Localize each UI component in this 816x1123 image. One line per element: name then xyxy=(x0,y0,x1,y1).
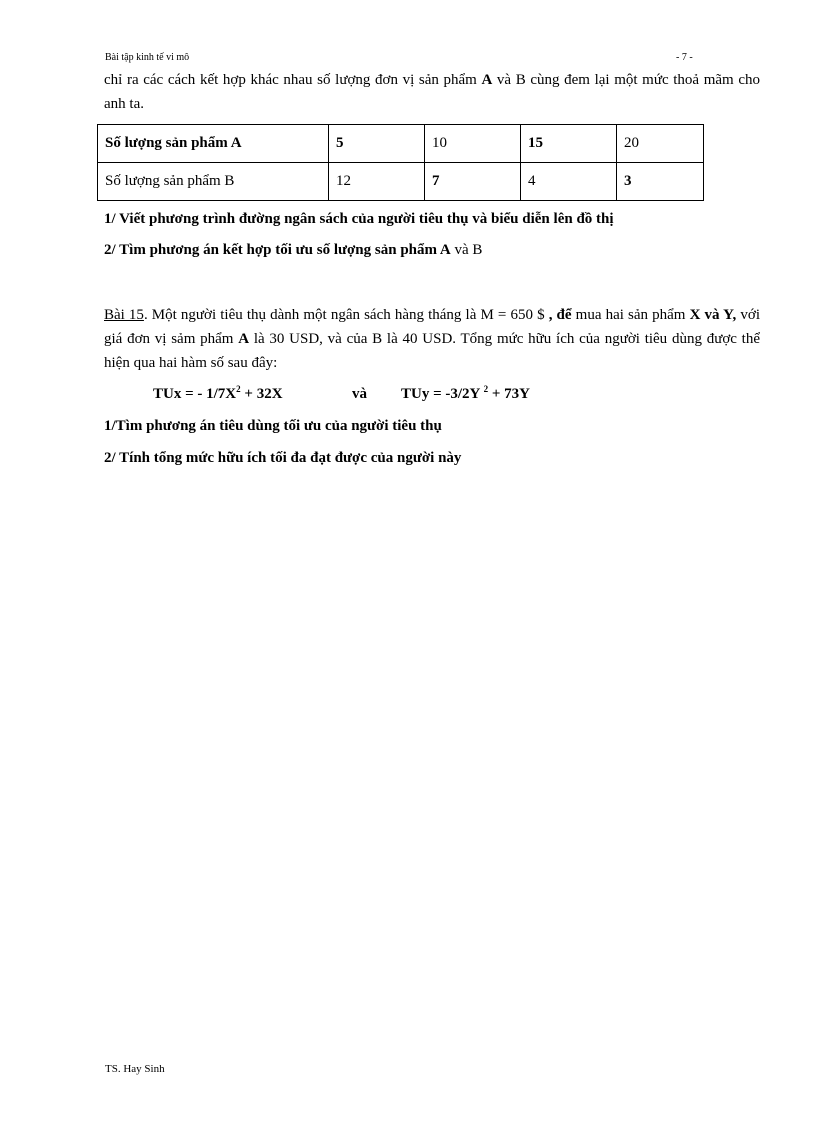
formula-tux-exp: 2 xyxy=(236,384,241,394)
table-cell: 10 xyxy=(425,125,521,163)
formula-tux-post: + 32X xyxy=(240,386,283,402)
table-cell: 15 xyxy=(521,125,617,163)
table-cell: 12 xyxy=(329,163,425,201)
formula-tux xyxy=(153,386,283,403)
table-cell: 5 xyxy=(329,125,425,163)
table-row-label: Số lượng sản phẩm B xyxy=(98,163,329,201)
exercise-15-text: mua hai sản phẩm xyxy=(571,307,690,323)
table-cell: 3 xyxy=(617,163,704,201)
table-cell: 7 xyxy=(425,163,521,201)
intro-product-a: A xyxy=(481,72,493,88)
question-2 xyxy=(104,242,482,259)
question-2-text: 2/ Tìm phương án kết hợp tối ưu số lượng sản phẩm xyxy=(104,242,440,258)
intro-text: chỉ ra các cách kết hợp khác nhau số lượng đơn vị sản phẩm xyxy=(104,72,482,88)
exercise-15-question-2: 2/ Tính tổng mức hữu ích tối đa đạt được của người này xyxy=(104,450,462,466)
intro-text-end: và B cùng đem lại một mức thoả mãm cho anh ta. xyxy=(104,72,760,112)
table-cell: 20 xyxy=(617,125,704,163)
footer-author: TS. Hay Sinh xyxy=(105,1063,165,1075)
formula-tuy xyxy=(401,386,530,403)
formula-tuy-pre: TUy = -3/2Y xyxy=(401,386,484,402)
exercise-15-xy: X và Y, xyxy=(689,307,737,323)
table-row-label: Số lượng sản phẩm A xyxy=(98,125,329,163)
formula-and: và xyxy=(352,386,367,402)
table-cell: 4 xyxy=(521,163,617,201)
question-2-product-a: A xyxy=(439,242,451,258)
exercise-15-label: Bài 15 xyxy=(104,307,144,323)
exercise-15-text: với giá đơn vị sảm phẩm xyxy=(104,307,760,347)
table-row xyxy=(98,163,704,201)
formula-tuy-exp: 2 xyxy=(483,384,489,394)
exercise-15-text: . Một người tiêu thụ dành một ngân sách hàng tháng là M = 650 $ xyxy=(143,307,549,323)
exercise-15-product-a: A xyxy=(238,331,250,347)
exercise-15-paragraph xyxy=(104,303,760,375)
exercise-15-question-1: 1/Tìm phương án tiêu dùng tối ưu của người tiêu thụ xyxy=(104,418,442,434)
exercise-15-text-bold: , để xyxy=(548,307,572,323)
question-1: 1/ Viết phương trình đường ngân sách của người tiêu thụ và biểu diễn lên đồ thị xyxy=(104,211,614,227)
quantity-table xyxy=(97,124,704,201)
intro-paragraph xyxy=(104,68,760,116)
formula-tux-pre: TUx = - 1/7X xyxy=(153,386,237,402)
header-title: Bài tập kinh tế vi mô xyxy=(105,52,190,63)
table-row xyxy=(98,125,704,163)
exercise-15-text: là 30 USD, và của B là 40 USD. Tổng mức hữu ích của người tiêu dùng được thể hiện qua hai hàm số sau đây: xyxy=(104,331,761,371)
page-number: - 7 - xyxy=(676,52,693,63)
formula-tuy-post: + 73Y xyxy=(488,386,530,402)
question-2-end: và B xyxy=(450,242,483,258)
